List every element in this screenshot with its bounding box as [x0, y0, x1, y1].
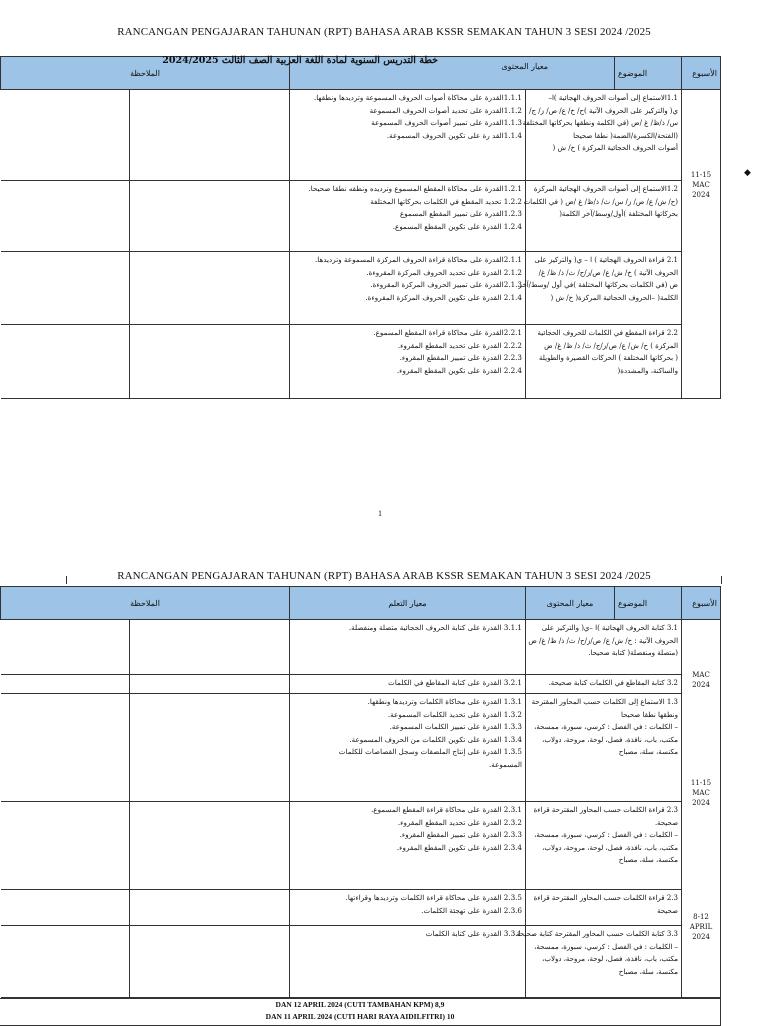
notes-cell: [1, 802, 130, 890]
learning-std-cell: 3.3.1 القدرة على كتابة الكلمات: [290, 926, 526, 998]
content-std-cell: 1.3 الاستماع إلى الكلمات حسب المحاور المقترحة ونطقها نطقا صحيحا – الكلمات : في الفصل : كرسي، سبورة، ممسحة، مكتب، باب، نافذة، فصل، لوحة، مروحة، دولاب، مكنسة، سلة، مصباح: [526, 694, 682, 802]
page1-title: RANCANGAN PENGAJARAN TAHUNAN (RPT) BAHASA ARAB KSSR SEMAKAN TAHUN 3 SESI 2024 /2025: [117, 26, 651, 38]
notes-cell: [1, 675, 130, 694]
content-std-cell: 3.1 كتابة الحروف الهجائية )ا –ي( والتركيز على الحروف الآتية : خ/ ش/ ع/ ص/ز/ح/ ث/ ذ/ ظ/ غ/ ض (متصلة ومنفصلة( كتابة صحيحا.: [526, 620, 682, 675]
notes-cell: [1, 90, 130, 181]
content-std-cell: 1.2الاستماع إلى أصوات الحروف الهجائية المركزة (ح/ ش/ ع/ ص/ ز/ س/ ث/ ذ/ظ/ غ /ض ( في الكلمات بحركاتها المختلفة )أول/وسط/آخر الكلمة(: [526, 181, 682, 252]
learning-std-cell: 3.1.1 القدرة على كتابة الحروف الحجائية متصلة ومنفصلة.: [290, 620, 526, 675]
notes-cell: [1, 620, 130, 675]
learning-std-cell: 2.1.1القدرة على محاكاة قراءة الحروف المركزة المسموعة وترديدها. 2.1.2 القدرة على تحديد الحروف المركزة المقروءة. 2.1.3القدرة على تمييز الحروف المركزة المقروءة. 2.1.4 القدرة على تكوين الحروف المركزة المقروءة.: [290, 252, 526, 325]
diamond-marker-icon: ◆: [744, 168, 751, 178]
week-cell: MAC 2024 11-15 MAC 2024 8-12 APRIL 2024: [682, 620, 721, 998]
learning-std-cell: 2.2.1القدرة على محاكاة قراءة المقطع المسموع. 2.2.2 القدرة على تحديد المقطع المقروء. 2.2.3 القدرة على تمييز المقطع المقروء. 2.2.4 القدرة على تكوين المقطع المقروء.: [290, 325, 526, 399]
notes-cell: [1, 252, 130, 325]
content-std-cell: 2.2 قراءة المقطع في الكلمات للحروف الحجائية المركزة ) ح/ ش/ ع/ ص/ز/ج/ ث/ ذ/ ظ/ غ/ ض ( بحركاتها المختلفة ) الحركات القصيرة والطويلة والساكنة، والمشددة(: [526, 325, 682, 399]
notes-cell: [1, 325, 130, 399]
notes-cell: [1, 926, 130, 998]
notes-cell-2: [130, 694, 290, 802]
header-notes: الملاحظة: [1, 57, 290, 90]
notes-cell-2: [130, 325, 290, 399]
holiday-footer: [0, 998, 721, 1026]
header-week: الأسبوع: [682, 57, 721, 90]
content-std-cell: 2.3 قراءة الكلمات حسب المحاور المقترحة قراءة صحيحة: [526, 890, 682, 926]
notes-cell-2: [130, 620, 290, 675]
notes-cell: [1, 694, 130, 802]
header-topic: الموضوع: [615, 587, 682, 620]
notes-cell: [1, 181, 130, 252]
page-number: 1: [378, 509, 382, 518]
learning-std-cell: 2.3.1 القدرة على محاكاة قراءة المقطع المسموع. 2.3.2 القدرة على تحديد المقطع المقروء. 2.3.3 القدرة على تمييز المقطع المقروء. 2.3.4 القدرة على تكوين المقطع المقروء.: [290, 802, 526, 890]
notes-cell-2: [130, 181, 290, 252]
content-std-cell: 2.1 قراءة الحروف الهجائية ) ا – ي( والتركيز على الحروف الآتية ) خ/ ش/ ع/ ص/ز/ح/ ث/ ذ/ ظ/ غ/ ض (في الكلمات بحركاتها المختلفة )في أول /وسط/آخر الكلمة( –الحروف الحجائية المركزة( خ/ ش (: [526, 252, 682, 325]
page1-rpt-table: [0, 56, 721, 399]
header-content-std: معيار المحتوى: [526, 587, 615, 620]
week-cell: 11-15 MAC 2024: [682, 90, 721, 399]
learning-std-cell: 1.2.1القدرة على محاكاة المقطع المسموع وترديده ونطقه نطقا صحيحا. 1.2.2 تحديد المقطع في الكلمات بحركاتها المختلفة 1.2.3القدرة على تمييز المقطع المسموع 1.2.4 القدرة على تكوين المقطع المسموع.: [290, 181, 526, 252]
content-std-cell: 2.3 قراءة الكلمات حسب المحاور المقترحة قراءة صحيحة. – الكلمات : في الفصل : كرسي، سبورة، ممسحة، مكتب، باب، نافذة، فصل، لوحة، مروحة، دولاب، مكنسة، سلة، مصباح: [526, 802, 682, 890]
notes-cell-2: [130, 90, 290, 181]
notes-cell-2: [130, 926, 290, 998]
page2-title: RANCANGAN PENGAJARAN TAHUNAN (RPT) BAHASA ARAB KSSR SEMAKAN TAHUN 3 SESI 2024 /2025: [117, 570, 651, 582]
header-standards: [162, 55, 615, 90]
learning-std-cell: 1.1.1القدرة على محاكاة أصوات الحروف المسموعة وترديدها ونطقها. 1.1.2القدرة على تحديد أصوات الحروف المسموعة 1.1.3القدرة على تمييز أصوات الحروف المسموعة 1.1.4القد رة على تكوين الحروف المسموعة.: [290, 90, 526, 181]
overlay-title: خطة التدريس السنوية لمادة اللغة العربية الصف الثالث 2024/2025: [162, 55, 439, 66]
notes-cell-2: [130, 802, 290, 890]
learning-std-cell: 3.2.1 القدرة على كتابة المقاطع في الكلمات: [290, 675, 526, 694]
learning-std-cell: 2.3.5 القدرة على محاكاة قراءة الكلمات وترديدها وقراءتها. 2.3.6 القدرة على تهجئة الكلمات.: [290, 890, 526, 926]
header-content-std: معيار المحتوى: [501, 62, 549, 71]
holiday-line-2: DAN 11 APRIL 2024 (CUTI HARI RAYA AIDILFITRI) 10: [265, 1012, 455, 1021]
content-std-cell: 3.2 كتابة المقاطع في الكلمات كتابة صحيحة.: [526, 675, 682, 694]
header-topic: الموضوع: [615, 57, 682, 90]
content-std-cell: 1.1الاستماع إلى أصوات الحروف الهجائية )ا– ي( والتركيز على الحروف الآتية )ح/ خ/ ع/ ص/ ز/ ج/ س/ ذ/ظ/ غ /ض (في الكلمة ونطقها بحركاتها المختلفة (الفتحة/الكسرة/الضمة( نطقا صحيحا أصوات الحروف الحجائية المركزة ) خ/ ش (: [526, 90, 682, 181]
page2-rpt-table: [0, 586, 721, 998]
learning-std-cell: 1.3.1 القدرة على محاكاة الكلمات وترديدها ونطقها. 1.3.2 القدرة على تحديد الكلمات المسموعة. 1.3.3 القدرة على تمييز الكلمات المسموعة. 1.3.4 القدرة على تكوين الكلمات من الحروف المسموعة. 1.3.5 القدرة على إنتاج الملصقات وسجل القصاصات للكلمات المسموعة.: [290, 694, 526, 802]
header-notes: الملاحظة: [1, 587, 290, 620]
notes-cell-2: [130, 890, 290, 926]
notes-cell-2: [130, 675, 290, 694]
notes-cell: [1, 890, 130, 926]
content-std-cell: 3.3 كتابة الكلمات حسب المحاور المقترحة كتابة صحيحة – الكلمات : في الفصل : كرسي، سبورة، ممسحة، مكتب، باب، نافذة، فصل، لوحة، مروحة، دولاب، مكنسة، سلة، مصباح: [526, 926, 682, 998]
notes-cell-2: [130, 252, 290, 325]
header-week: الأسبوع: [682, 587, 721, 620]
holiday-line-1: DAN 12 APRIL 2024 (CUTI TAMBAHAN KPM) 8,9: [275, 1000, 445, 1009]
header-learning-std: معيار التعلم: [290, 587, 526, 620]
